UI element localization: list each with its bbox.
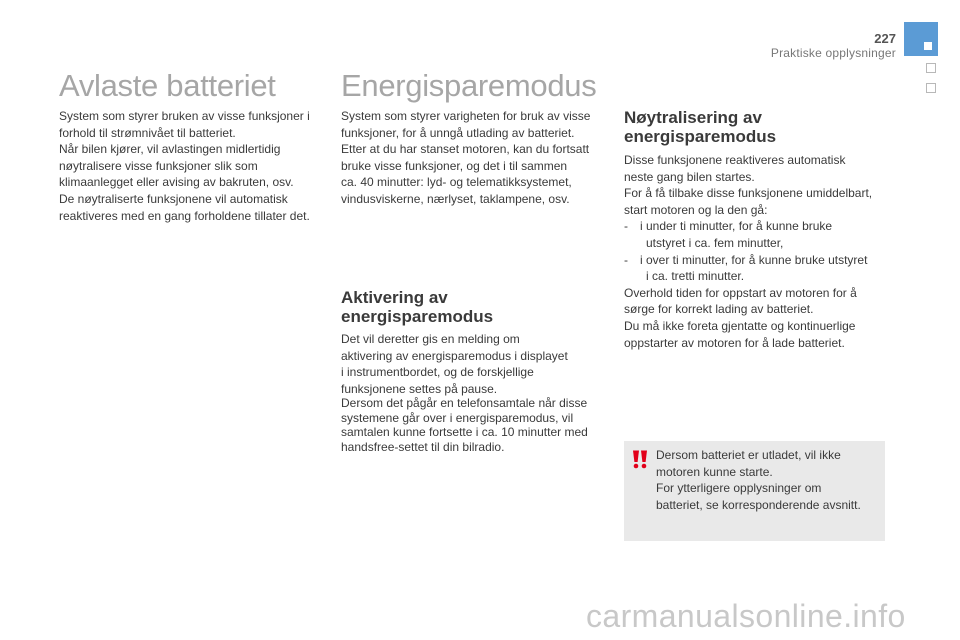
col2-body xyxy=(341,108,590,208)
list-item xyxy=(624,252,872,269)
heading-aktivering xyxy=(341,288,493,326)
text-line: start motoren og la den gå: xyxy=(624,202,768,217)
text-line: oppstarter av motoren for å lade batteriet. xyxy=(624,335,845,350)
text-line: For å få tilbake disse funksjonene umiddelbart, xyxy=(624,186,873,201)
text-line: reaktiveres med en gang forholdene tillater det. xyxy=(59,208,310,223)
heading-line: Nøytralisering av xyxy=(624,108,762,127)
text-line: nøytralisere visse funksjoner slik som xyxy=(59,158,258,173)
warning-exclamation-icon xyxy=(632,450,648,470)
section-label: Praktiske opplysninger xyxy=(770,46,896,60)
text-line: Overhold tiden for oppstart av motoren for å xyxy=(624,285,857,300)
text-line: batteriet, se korresponderende avsnitt. xyxy=(656,497,861,512)
heading-line: energisparemodus xyxy=(341,307,494,326)
activation-body-2 xyxy=(341,396,588,454)
page-number: 227 xyxy=(874,31,896,46)
text-line: i instrumentbordet, og de forskjellige xyxy=(341,365,534,380)
text-line: Når bilen kjører, vil avlastingen midlertidig xyxy=(59,142,281,157)
text-line: De nøytraliserte funksjonene vil automatisk xyxy=(59,191,288,206)
text-line: Det vil deretter gis en melding om xyxy=(341,332,520,346)
heading-noytralisering xyxy=(624,108,776,146)
heading-line: Aktivering av xyxy=(341,288,448,307)
text-line: Dersom batteriet er utladet, vil ikke xyxy=(656,448,841,462)
text-line: klimaanlegget eller avising av bakruten, osv. xyxy=(59,175,294,190)
text-line: For ytterligere opplysninger om xyxy=(656,481,822,496)
list-item-text: i over ti minutter, for å kunne bruke utstyret xyxy=(640,252,868,267)
chapter-tab-active xyxy=(904,22,938,56)
list-item xyxy=(624,218,872,235)
dash-marker: - xyxy=(624,252,628,267)
text-line: Du må ikke foreta gjentatte og kontinuerlige xyxy=(624,318,856,333)
text-line: aktivering av energisparemodus i displayet xyxy=(341,348,568,363)
text-line: vindusviskerne, nærlyset, taklampene, osv. xyxy=(341,191,570,206)
list-item-continuation: utstyret i ca. fem minutter, xyxy=(646,235,784,250)
text-line: Etter at du har stanset motoren, kan du fortsatt xyxy=(341,142,590,157)
chapter-tab-box xyxy=(926,63,936,73)
text-line: bruke visse funksjoner, og det i til sammen xyxy=(341,158,568,173)
text-line: ca. 40 minutter: lyd- og telematikksystemet, xyxy=(341,175,572,190)
activation-body xyxy=(341,331,568,397)
text-line: forhold til strømnivået til batteriet. xyxy=(59,125,236,140)
chapter-tab-box xyxy=(926,83,936,93)
title-energisparemodus: Energisparemodus xyxy=(341,68,597,103)
col3-body xyxy=(624,152,872,351)
text-line: funksjonene settes på pause. xyxy=(341,381,498,396)
text-line: sørge for korrekt lading av batteriet. xyxy=(624,302,814,317)
text-line: systemene går over i energisparemodus, vil xyxy=(341,410,574,425)
title-avlaste-batteriet: Avlaste batteriet xyxy=(59,68,276,103)
watermark: carmanualsonline.info xyxy=(586,598,906,634)
text-line: samtalen kunne fortsette i ca. 10 minutter med xyxy=(341,425,588,440)
text-line: System som styrer varigheten for bruk av visse xyxy=(341,109,591,123)
list-item-text: i under ti minutter, for å kunne bruke xyxy=(640,219,833,234)
text-line: System som styrer bruken av visse funksjoner i xyxy=(59,109,310,123)
text-line: Disse funksjonene reaktiveres automatisk xyxy=(624,153,846,167)
text-line: handsfree-settet til din bilradio. xyxy=(341,439,505,454)
warning-text xyxy=(656,447,861,513)
list-item-continuation: i ca. tretti minutter. xyxy=(646,269,745,284)
dash-marker: - xyxy=(624,219,628,234)
text-line: Dersom det pågår en telefonsamtale når disse xyxy=(341,396,588,410)
tab-marker-icon xyxy=(924,42,932,50)
text-line: neste gang bilen startes. xyxy=(624,169,755,184)
text-line: funksjoner, for å unngå utlading av batteriet. xyxy=(341,125,575,140)
col1-body xyxy=(59,108,310,224)
heading-line: energisparemodus xyxy=(624,127,777,146)
text-line: motoren kunne starte. xyxy=(656,464,773,479)
